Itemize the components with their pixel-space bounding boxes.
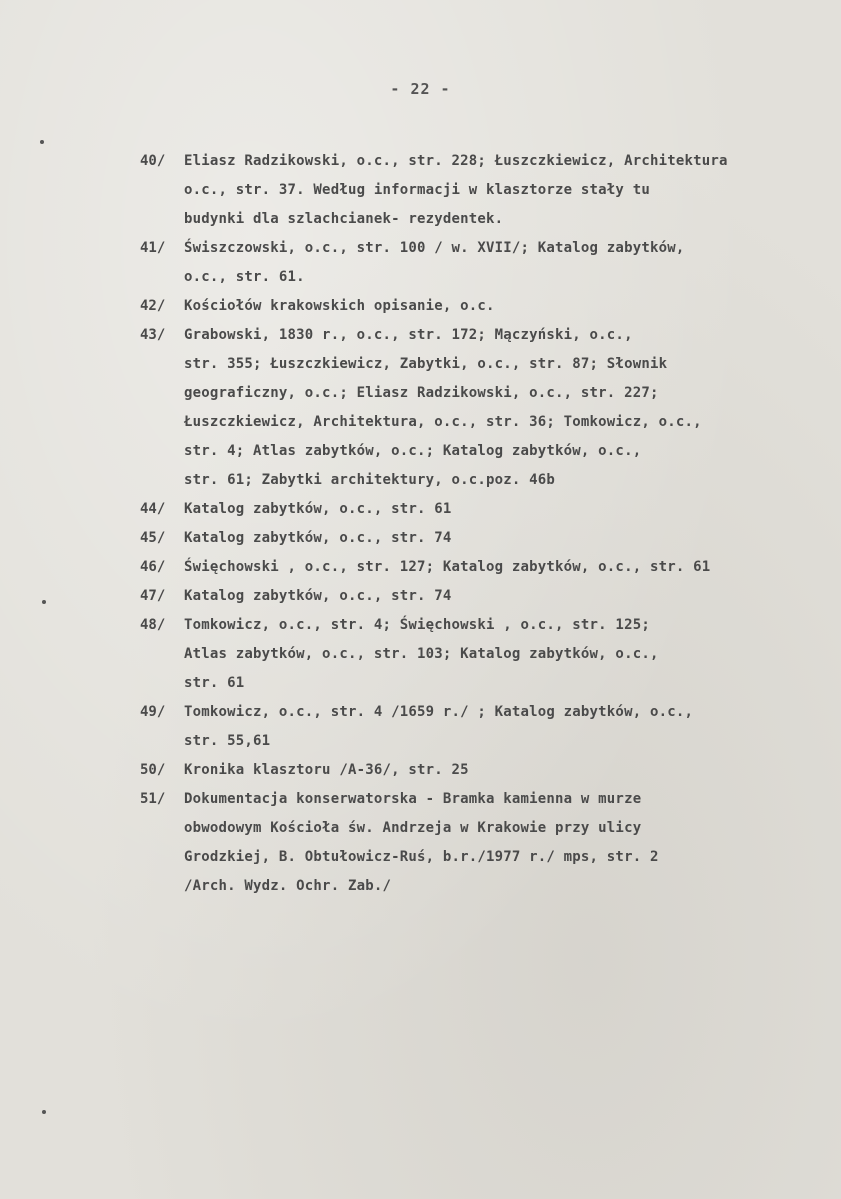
- footnote-line: obwodowym Kościoła św. Andrzeja w Krakowie przy ulicy: [184, 820, 642, 836]
- footnote-number: 51/: [140, 791, 166, 807]
- footnote-line: Dokumentacja konserwatorska - Bramka kamienna w murze: [184, 791, 642, 807]
- footnote-number: 46/: [140, 559, 166, 575]
- footnote-entry: [140, 553, 830, 582]
- footnote-line: str. 61: [184, 675, 245, 691]
- footnote-text: [184, 611, 830, 698]
- margin-dot-top: [40, 140, 44, 144]
- footnote-line: Katalog zabytków, o.c., str. 74: [184, 530, 452, 546]
- footnote-entry: [140, 611, 830, 698]
- footnote-line: Łuszczkiewicz, Architektura, o.c., str. 36; Tomkowicz, o.c.,: [184, 414, 702, 430]
- footnote-entry: [140, 292, 830, 321]
- footnote-number: 42/: [140, 298, 166, 314]
- footnote-line: Grabowski, 1830 r., o.c., str. 172; Mączyński, o.c.,: [184, 327, 633, 343]
- footnote-number: 43/: [140, 327, 166, 343]
- footnote-text: [184, 292, 830, 321]
- footnote-number: 40/: [140, 153, 166, 169]
- footnote-number: 50/: [140, 762, 166, 778]
- footnote-entry: [140, 321, 830, 495]
- footnote-number: 47/: [140, 588, 166, 604]
- footnote-text: [184, 553, 830, 582]
- footnote-line: Katalog zabytków, o.c., str. 61: [184, 501, 452, 517]
- footnote-line: geograficzny, o.c.; Eliasz Radzikowski, o.c., str. 227;: [184, 385, 659, 401]
- footnote-text: [184, 698, 830, 756]
- footnote-line: str. 4; Atlas zabytków, o.c.; Katalog zabytków, o.c.,: [184, 443, 642, 459]
- footnote-line: Katalog zabytków, o.c., str. 74: [184, 588, 452, 604]
- footnote-text: [184, 524, 830, 553]
- footnote-line: Świszczowski, o.c., str. 100 / w. XVII/; Katalog zabytków,: [184, 240, 685, 256]
- footnote-text: [184, 756, 830, 785]
- footnote-text: [184, 147, 830, 234]
- footnote-entry: [140, 698, 830, 756]
- footnote-entry: [140, 582, 830, 611]
- footnote-number: 45/: [140, 530, 166, 546]
- footnote-line: /Arch. Wydz. Ochr. Zab./: [184, 878, 392, 894]
- margin-dot-bottom: [42, 1110, 46, 1114]
- footnote-line: Eliasz Radzikowski, o.c., str. 228; Łuszczkiewicz, Architektura: [184, 153, 728, 169]
- footnote-line: str. 355; Łuszczkiewicz, Zabytki, o.c., str. 87; Słownik: [184, 356, 668, 372]
- page-number: - 22 -: [390, 80, 451, 98]
- footnote-line: Grodzkiej, B. Obtułowicz-Ruś, b.r./1977 r./ mps, str. 2: [184, 849, 659, 865]
- footnote-line: Tomkowicz, o.c., str. 4 /1659 r./ ; Katalog zabytków, o.c.,: [184, 704, 694, 720]
- footnote-number: 44/: [140, 501, 166, 517]
- footnote-line: str. 61; Zabytki architektury, o.c.poz. 46b: [184, 472, 556, 488]
- footnote-text: [184, 321, 830, 495]
- footnote-line: str. 55,61: [184, 733, 271, 749]
- footnote-entry: [140, 756, 830, 785]
- footnote-text: [184, 234, 830, 292]
- footnote-entry: [140, 785, 830, 901]
- footnote-line: o.c., str. 61.: [184, 269, 305, 285]
- footnote-entry: [140, 524, 830, 553]
- footnote-line: Kronika klasztoru /A-36/, str. 25: [184, 762, 469, 778]
- footnote-entry: [140, 234, 830, 292]
- footnote-number: 48/: [140, 617, 166, 633]
- footnote-list: [140, 147, 830, 901]
- footnote-text: [184, 495, 830, 524]
- footnote-text: [184, 785, 830, 901]
- footnote-line: Święchowski , o.c., str. 127; Katalog zabytków, o.c., str. 61: [184, 559, 711, 575]
- footnote-line: Kościołów krakowskich opisanie, o.c.: [184, 298, 495, 314]
- footnote-entry: [140, 147, 830, 234]
- footnote-text: [184, 582, 830, 611]
- footnote-line: o.c., str. 37. Według informacji w klasztorze stały tu: [184, 182, 650, 198]
- footnote-entry: [140, 495, 830, 524]
- footnote-number: 41/: [140, 240, 166, 256]
- footnote-line: Atlas zabytków, o.c., str. 103; Katalog zabytków, o.c.,: [184, 646, 659, 662]
- footnote-line: Tomkowicz, o.c., str. 4; Święchowski , o.c., str. 125;: [184, 617, 650, 633]
- footnote-line: budynki dla szlachcianek- rezydentek.: [184, 211, 504, 227]
- margin-dot-middle: [42, 600, 46, 604]
- footnote-number: 49/: [140, 704, 166, 720]
